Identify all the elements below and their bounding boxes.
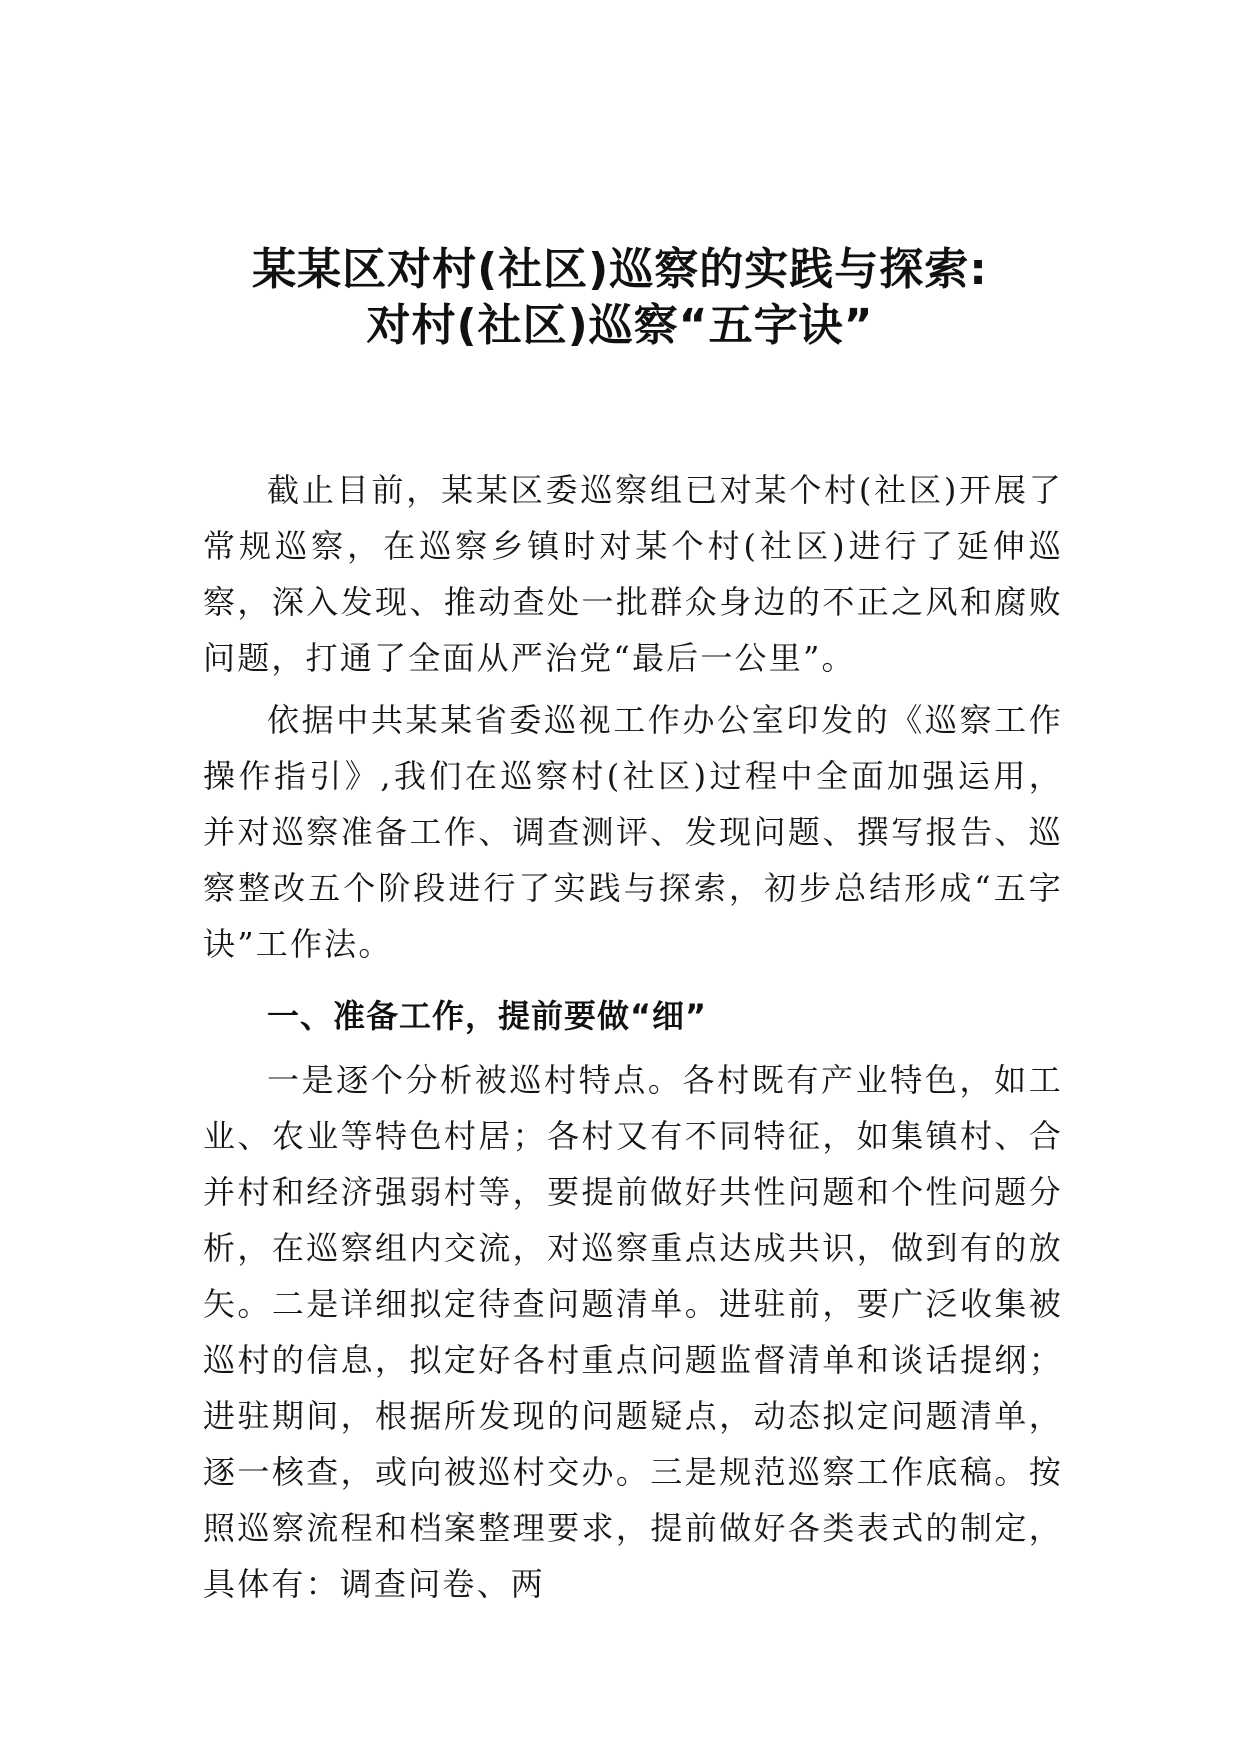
document-title-line-1: 某某区对村(社区)巡察的实践与探索: — [252, 244, 988, 295]
basis-paragraph: 依据中共某某省委巡视工作办公室印发的《巡察工作操作指引》,我们在巡察村(社区)过程中全面加强运用，并对巡察准备工作、调查测评、发现问题、撰写报告、巡察整改五个阶段进行了实践与探索，初步总结形成“五字诀”工作法。 — [203, 701, 1063, 963]
document-title-line-2: 对村(社区)巡察“五字诀” — [366, 300, 874, 351]
document-body — [203, 462, 1063, 1612]
section-1-heading: 一、准备工作，提前要做“细” — [267, 997, 708, 1035]
section-1-paragraph: 一是逐个分析被巡村特点。各村既有产业特色，如工业、农业等特色村居；各村又有不同特征，如集镇村、合并村和经济强弱村等，要提前做好共性问题和个性问题分析，在巡察组内交流，对巡察重点达成共识，做到有的放矢。二是详细拟定待查问题清单。进驻前，要广泛收集被巡村的信息，拟定好各村重点问题监督清单和谈话提纲；进驻期间，根据所发现的问题疑点，动态拟定问题清单，逐一核查，或向被巡村交办。三是规范巡察工作底稿。按照巡察流程和档案整理要求，提前做好各类表式的制定，具体有：调查问卷、两 — [203, 1061, 1063, 1603]
intro-paragraph: 截止目前，某某区委巡察组已对某个村(社区)开展了常规巡察，在巡察乡镇时对某个村(社区)进行了延伸巡察，深入发现、推动查处一批群众身边的不正之风和腐败问题，打通了全面从严治党“最后一公里”。 — [203, 471, 1063, 677]
